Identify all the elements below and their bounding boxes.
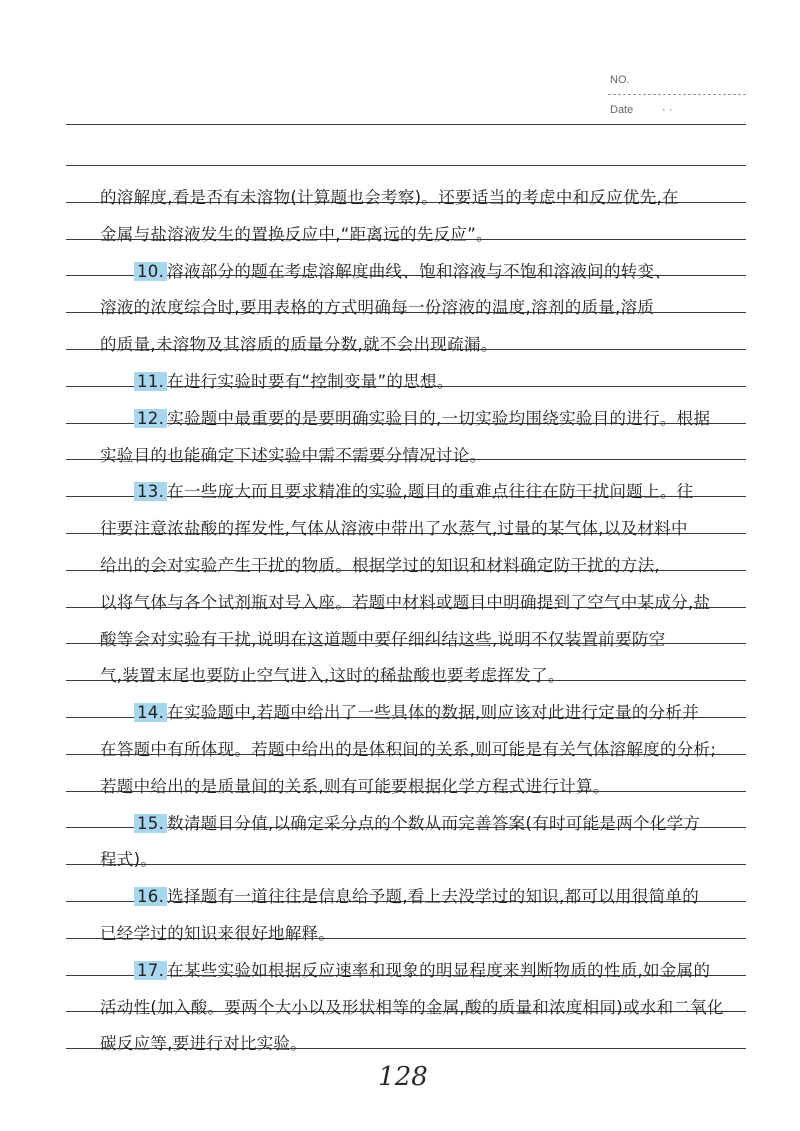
note-text: 碳反应等,要进行对比实验。	[100, 1034, 308, 1054]
note-text: 若题中给出的是质量间的关系,则有可能要根据化学方程式进行计算。	[100, 776, 610, 796]
note-line	[100, 589, 710, 613]
note-line	[100, 626, 666, 650]
item-number: 16.	[134, 887, 167, 906]
note-line	[100, 920, 335, 944]
note-line	[100, 331, 498, 355]
note-line	[134, 405, 710, 429]
note-line	[134, 368, 454, 392]
item-number: 13.	[134, 482, 167, 501]
item-number: 17.	[134, 961, 167, 980]
ruled-line	[66, 864, 746, 865]
item-number: 14.	[134, 703, 167, 722]
header-rule	[66, 124, 746, 125]
note-text: 溶液部分的题在考虑溶解度曲线、饱和溶液与不饱和溶液间的转变、	[167, 261, 672, 281]
note-line	[134, 258, 671, 282]
note-text: 气,装置末尾也要防止空气进入,这时的稀盐酸也要考虑挥发了。	[100, 666, 565, 686]
note-text: 在某些实验如根据反应速率和现象的明显程度来判断物质的性质,如金属的	[167, 960, 711, 980]
item-number: 11.	[134, 372, 167, 391]
no-rule	[608, 94, 746, 95]
note-text: 在答题中有所体现。若题中给出的是体积间的关系,则可能是有关气体溶解度的分析;	[100, 740, 717, 759]
page-number: 128	[378, 1062, 428, 1092]
note-text: 在实验题中,若题中给出了一些具体的数据,则应该对此进行定量的分析并	[167, 703, 700, 723]
note-line	[100, 994, 724, 1018]
note-line	[100, 552, 660, 576]
note-text: 程式)。	[100, 850, 158, 870]
note-text: 在进行实验时要有“控制变量”的思想。	[167, 372, 454, 391]
note-line	[134, 478, 694, 502]
no-label: NO.	[610, 74, 630, 86]
note-line	[100, 515, 688, 539]
note-line	[100, 221, 493, 245]
note-line	[134, 810, 700, 834]
note-line	[134, 957, 710, 981]
note-text: 以将气体与各个试剂瓶对号入座。若题中材料或题目中明确提到了空气中某成分,盐	[100, 592, 711, 612]
note-line	[100, 294, 654, 318]
note-text: 往要注意浓盐酸的挥发性,气体从溶液中带出了水蒸气,过量的某气体,以及材料中	[100, 519, 688, 539]
note-text: 活动性(加入酸。要两个大小以及形状相等的金属,酸的质量和浓度相同)或水和二氧化	[100, 997, 724, 1017]
ruled-line	[66, 165, 746, 166]
note-text: 实验题中最重要的是要明确实验目的,一切实验均围绕实验目的进行。根据	[167, 408, 711, 428]
note-line	[134, 883, 699, 907]
note-text: 数清题目分值,以确定采分点的个数从而完善答案(有时可能是两个化学方	[167, 813, 701, 833]
date-dots: · ·	[662, 104, 673, 116]
note-line	[100, 442, 486, 466]
note-text: 给出的会对实验产生干扰的物质。根据学过的知识和材料确定防干扰的方法,	[100, 556, 660, 575]
note-line	[134, 699, 699, 723]
note-text: 金属与盐溶液发生的置换反应中,“距离远的先反应”。	[100, 224, 493, 244]
item-number: 12.	[134, 409, 167, 428]
note-text: 选择题有一道往往是信息给予题,看上去没学过的知识,都可以用很简单的	[167, 887, 700, 907]
note-text: 实验目的也能确定下述实验中需不需要分情况讨论。	[100, 445, 487, 465]
note-line	[100, 184, 679, 208]
note-text: 的溶解度,看是否有未溶物(计算题也会考察)。还要适当的考虑中和反应优先,在	[100, 188, 679, 207]
note-text: 的质量,未溶物及其溶质的质量分数,就不会出现疏漏。	[100, 335, 498, 355]
item-number: 10.	[134, 262, 167, 281]
item-number: 15.	[134, 814, 167, 833]
note-text: 在一些庞大而且要求精准的实验,题目的重难点往往在防干扰问题上。往	[167, 482, 694, 502]
note-text: 溶液的浓度综合时,要用表格的方式明确每一份溶液的温度,溶剂的质量,溶质	[100, 298, 655, 318]
note-text: 已经学过的知识来很好地解释。	[100, 924, 336, 943]
note-line	[100, 773, 610, 797]
note-text: 酸等会对实验有干扰,说明在这道题中要仔细纠结这些,说明不仅装置前要防空	[100, 629, 666, 649]
note-line	[100, 736, 716, 760]
note-line	[100, 846, 157, 870]
note-line	[100, 1030, 307, 1054]
date-label: Date	[610, 104, 634, 116]
note-line	[100, 662, 565, 686]
